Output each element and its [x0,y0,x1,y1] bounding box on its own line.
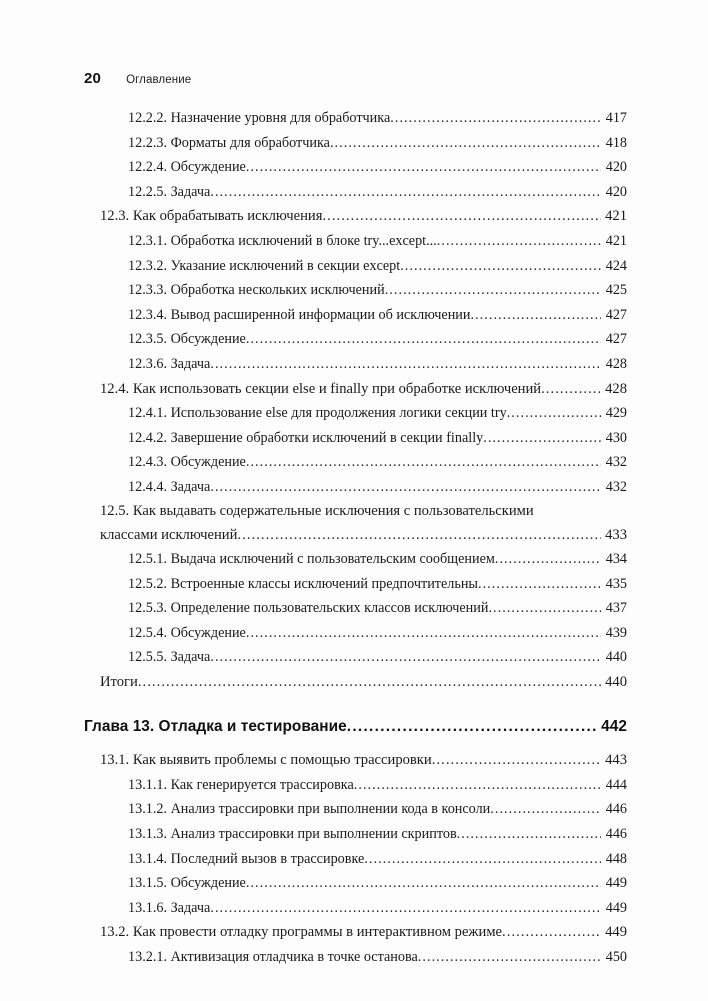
toc-entry[interactable] [0,155,708,180]
toc-chapter-entry[interactable] [0,715,708,740]
running-head-title: Оглавление [126,74,192,86]
toc-entry-page-number: 433 [605,526,627,543]
dot-leader [210,896,601,921]
dot-leader [246,155,601,180]
toc-entry[interactable] [0,920,708,945]
toc-entry[interactable] [0,475,708,500]
toc-entry-label: 12.3.6. Задача [128,355,211,372]
toc-entry-label: 12.4.4. Задача [128,478,211,495]
toc-entry-page-number: 425 [605,282,627,299]
dot-leader [246,327,601,352]
toc-entry-label: 12.4.1. Использование else для продолжения логики секции try [128,405,507,422]
toc-entry[interactable] [0,547,708,572]
toc-entry-page-number: 420 [605,159,627,176]
page-folio: 20 [84,70,102,87]
dot-leader [495,547,601,572]
toc-entry[interactable] [0,254,708,279]
toc-entry-label: 12.3.5. Обсуждение [128,331,246,348]
dot-leader [490,797,601,822]
dot-leader [385,278,601,303]
toc-entry-label: 12.5.2. Встроенные классы исключений предпочтительны [128,575,478,592]
running-head [84,70,191,87]
dot-leader [347,715,597,740]
dot-leader [210,352,601,377]
toc-entry[interactable] [0,204,708,229]
dot-leader [483,426,601,451]
toc-entry[interactable] [0,523,708,548]
toc-entry-label: 13.1.3. Анализ трассировки при выполнении скриптов [128,826,457,843]
toc-entry-page-number: 429 [605,405,627,422]
toc-entry-label: 12.3.3. Обработка нескольких исключений [128,282,385,299]
toc-entry-page-number: 449 [605,875,627,892]
toc-entry[interactable] [0,131,708,156]
toc-entry-page-number: 427 [605,306,627,323]
toc-entry-page-number: 449 [605,899,627,916]
toc-entry[interactable] [0,327,708,352]
toc-entry[interactable] [0,748,708,773]
dot-leader [354,773,601,798]
dot-leader [488,596,601,621]
dot-leader [437,229,601,254]
table-of-contents [0,106,708,970]
toc-entry[interactable] [0,645,708,670]
toc-entry-label: 12.3.4. Вывод расширенной информации об исключении [128,306,471,323]
chapter-gap [0,695,708,715]
toc-entry[interactable] [0,352,708,377]
toc-entry[interactable] [0,303,708,328]
toc-entry-page-number: 418 [605,134,627,151]
toc-entry-page-number: 448 [605,850,627,867]
toc-entry[interactable] [0,106,708,131]
dot-leader [330,131,601,156]
toc-entry-label: 12.3.2. Указание исключений в секции except [128,257,401,274]
toc-entry-page-number: 443 [605,752,627,769]
toc-entry-page-number: 428 [605,355,627,372]
toc-entry-page-number: 437 [605,600,627,617]
toc-entry-page-number: 440 [605,649,627,666]
toc-entry-label: 13.1.2. Анализ трассировки при выполнении кода в консоли [128,801,491,818]
dot-leader [210,475,601,500]
toc-entry-label: 12.2.4. Обсуждение [128,159,246,176]
toc-entry-label: 13.1.1. Как генерируется трассировка [128,776,354,793]
dot-leader [364,847,601,872]
toc-entry[interactable] [0,180,708,205]
dot-leader [210,180,601,205]
toc-entry-page-number: 442 [601,717,627,735]
toc-entry[interactable] [0,621,708,646]
toc-entry-page-number: 434 [605,551,627,568]
toc-entry-page-number: 435 [605,575,627,592]
dot-leader [541,377,601,402]
toc-entry-page-number: 432 [605,478,627,495]
toc-entry[interactable] [0,797,708,822]
toc-entry-label: 12.3. Как обрабатывать исключения [100,208,323,225]
toc-entry[interactable] [0,945,708,970]
toc-entry[interactable] [0,822,708,847]
toc-entry-page-number: 427 [605,331,627,348]
toc-entry[interactable] [0,278,708,303]
toc-entry-page-number: 421 [605,208,627,225]
dot-leader [246,871,601,896]
toc-entry-page-number: 446 [605,801,627,818]
dot-leader [502,920,601,945]
toc-entry-label: Глава 13. Отладка и тестирование [84,717,347,735]
toc-entry-page-number: 430 [605,429,627,446]
toc-entry-label: 12.5. Как выдавать содержательные исключения с пользовательскими [100,502,534,519]
toc-entry-page-number: 432 [605,454,627,471]
toc-entry-page-number: 450 [605,949,627,965]
dot-leader [237,523,601,548]
toc-entry[interactable] [0,572,708,597]
toc-entry-label: 13.1.5. Обсуждение [128,875,246,892]
toc-entry[interactable] [0,500,708,523]
dot-leader [418,945,601,970]
chapter-gap-after [0,739,708,748]
dot-leader [507,401,601,426]
dot-leader [210,645,601,670]
toc-entry[interactable] [0,596,708,621]
toc-entry-label: 12.4. Как использовать секции else и finally при обработке исключений [100,380,542,397]
toc-entry-page-number: 421 [605,232,627,249]
toc-entry[interactable] [0,426,708,451]
toc-entry-label: 13.2.1. Активизация отладчика в точке останова [128,949,418,965]
toc-entry-page-number: 439 [605,624,627,641]
toc-entry[interactable] [0,401,708,426]
toc-entry[interactable] [0,847,708,872]
toc-entry-page-number: 446 [605,826,627,843]
toc-entry-label: 13.2. Как провести отладку программы в интерактивном режиме [100,924,503,941]
toc-entry-label: 13.1.6. Задача [128,899,211,916]
toc-entry-page-number: 417 [605,110,627,126]
dot-leader [322,204,601,229]
toc-entry-page-number: 444 [605,776,627,793]
toc-entry-label: 12.5.3. Определение пользовательских классов исключений [128,600,489,617]
toc-entry-label: 12.4.2. Завершение обработки исключений в секции finally [128,429,484,446]
toc-entry[interactable] [0,450,708,475]
toc-entry[interactable] [0,377,708,402]
toc-entry-page-number: 428 [605,380,627,397]
dot-leader [246,450,601,475]
toc-entry[interactable] [0,896,708,921]
toc-entry-label: классами исключений [100,526,238,543]
dot-leader [432,748,601,773]
toc-entry-page-number: 424 [605,257,627,274]
dot-leader [138,670,601,695]
dot-leader [478,572,601,597]
toc-entry-label: 12.2.2. Назначение уровня для обработчика [128,110,391,126]
dot-leader [400,254,601,279]
dot-leader [390,106,601,131]
toc-entry-page-number: 449 [605,924,627,941]
toc-entry-label: 12.2.3. Форматы для обработчика [128,134,330,151]
toc-entry-label: 12.4.3. Обсуждение [128,454,246,471]
toc-entry-label: 12.3.1. Обработка исключений в блоке try...except... [128,232,437,249]
toc-entry-label: 12.5.4. Обсуждение [128,624,246,641]
toc-entry-page-number: 440 [605,674,627,691]
toc-entry-label: Итоги [100,674,138,691]
dot-leader [457,822,601,847]
toc-entry[interactable] [0,871,708,896]
toc-entry-label: 13.1.4. Последний вызов в трассировке [128,850,365,867]
toc-entry[interactable] [0,670,708,695]
dot-leader [470,303,601,328]
toc-entry-page-number: 420 [605,183,627,200]
toc-entry-label: 12.2.5. Задача [128,183,211,200]
dot-leader [246,621,601,646]
toc-entry-label: 12.5.5. Задача [128,649,211,666]
dot-leader [534,500,627,523]
toc-entry-label: 12.5.1. Выдача исключений с пользовательским сообщением [128,551,495,568]
toc-entry[interactable] [0,773,708,798]
toc-entry-label: 13.1. Как выявить проблемы с помощью трассировки [100,752,432,769]
toc-entry[interactable] [0,229,708,254]
